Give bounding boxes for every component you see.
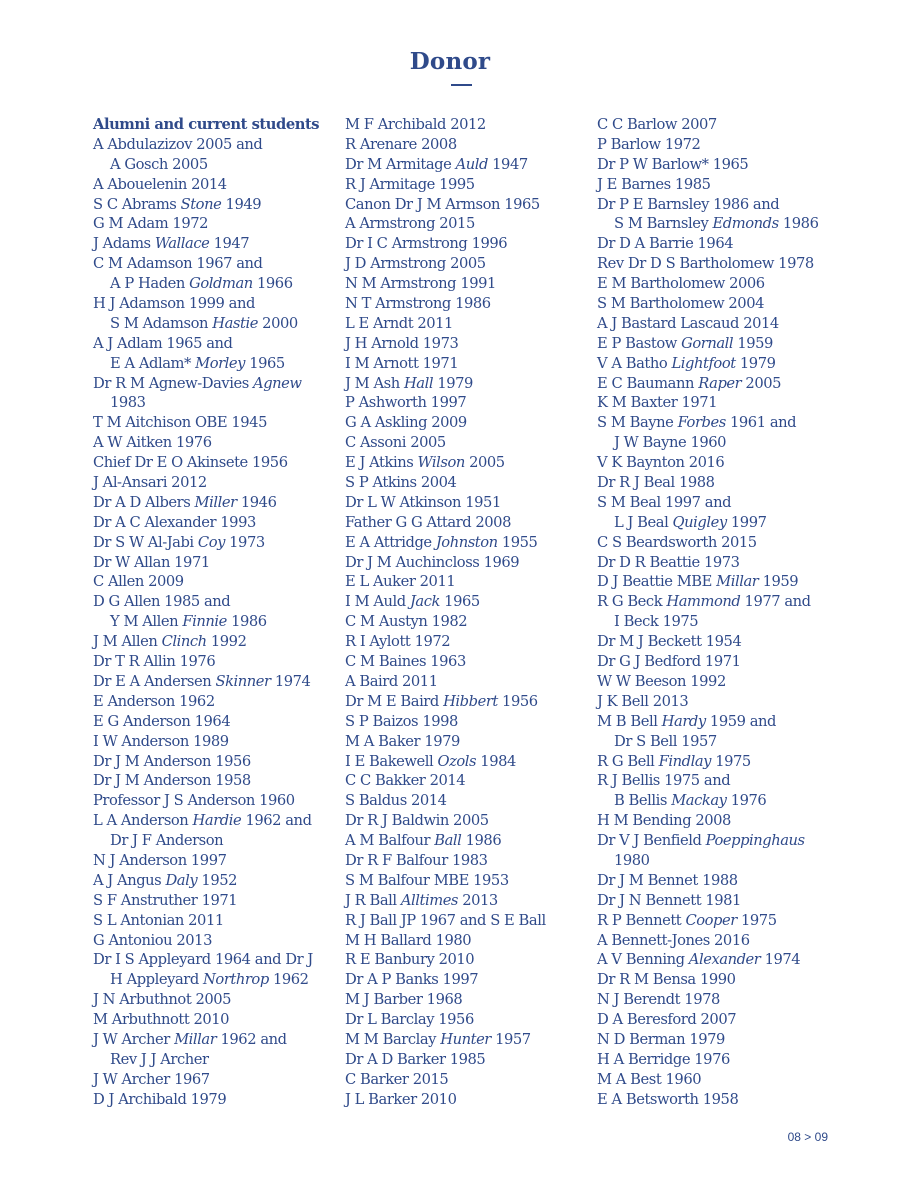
donor-name: E P Bastow Gornall 1959 — [597, 334, 773, 352]
donor-name: S M Bayne Forbes 1961 and — [597, 414, 797, 432]
donor-name-continuation: Dr S Bell 1957 — [614, 732, 717, 750]
donor-name: J W Archer 1967 — [93, 1070, 210, 1088]
donor-name: J D Armstrong 2005 — [345, 255, 486, 273]
donor-name: Dr J M Anderson 1958 — [93, 772, 251, 790]
donor-name: Dr A D Albers Miller 1946 — [93, 493, 277, 511]
donor-name-continuation: A P Haden Goldman 1966 — [110, 275, 293, 293]
donor-name: Dr L Barclay 1956 — [345, 1011, 474, 1029]
donor-name: H J Adamson 1999 and — [93, 295, 255, 313]
donor-name-continuation: H Appleyard Northrop 1962 — [110, 971, 309, 989]
donor-name: E A Betsworth 1958 — [597, 1090, 739, 1108]
donor-name: I E Bakewell Ozols 1984 — [345, 752, 516, 770]
donor-name: R G Beck Hammond 1977 and — [597, 593, 811, 611]
donor-name: Dr R F Balfour 1983 — [345, 851, 488, 869]
donor-name: I W Anderson 1989 — [93, 732, 229, 750]
donor-name: C Barker 2015 — [345, 1070, 449, 1088]
donor-name: M F Archibald 2012 — [345, 116, 486, 133]
donor-name: C Assoni 2005 — [345, 434, 446, 452]
donor-name: J H Arnold 1973 — [345, 334, 459, 352]
donor-name: L E Arndt 2011 — [345, 314, 453, 332]
donor-name: E L Auker 2011 — [345, 573, 456, 591]
donor-name: I M Auld Jack 1965 — [345, 593, 480, 611]
donor-name: C M Austyn 1982 — [345, 613, 468, 631]
donor-name: R Arenare 2008 — [345, 135, 457, 153]
donor-name: L A Anderson Hardie 1962 and — [93, 812, 312, 830]
donor-name-continuation: B Bellis Mackay 1976 — [614, 792, 767, 810]
donor-name: Dr R J Beal 1988 — [597, 474, 715, 492]
donor-name: Professor J S Anderson 1960 — [93, 792, 295, 810]
donor-name: A V Benning Alexander 1974 — [597, 951, 801, 969]
donor-name: D J Beattie MBE Millar 1959 — [597, 573, 799, 591]
donor-name: V K Baynton 2016 — [597, 454, 725, 472]
donor-name: H A Berridge 1976 — [597, 1050, 730, 1068]
donor-name: Dr J M Bennet 1988 — [597, 871, 738, 889]
donor-name: Canon Dr J M Armson 1965 — [345, 195, 540, 213]
donor-name: M A Best 1960 — [597, 1070, 702, 1088]
title-underline-divider — [451, 84, 472, 86]
page-title: Donor — [409, 48, 491, 75]
donor-name: S F Anstruther 1971 — [93, 891, 238, 909]
donor-name: S P Baizos 1998 — [345, 712, 458, 730]
donor-name: D J Archibald 1979 — [93, 1090, 227, 1108]
donor-name: Dr R M Bensa 1990 — [597, 971, 736, 989]
donor-name: Chief Dr E O Akinsete 1956 — [93, 454, 288, 472]
donor-name: M H Ballard 1980 — [345, 931, 472, 949]
donor-name: S M Bartholomew 2004 — [597, 295, 764, 313]
donor-name: Dr P E Barnsley 1986 and — [597, 195, 780, 213]
donor-name: Dr D A Barrie 1964 — [597, 235, 734, 253]
donor-name: T M Aitchison OBE 1945 — [93, 414, 267, 432]
donor-name: M Arbuthnott 2010 — [93, 1011, 230, 1029]
donor-name: Dr J M Anderson 1956 — [93, 752, 251, 770]
donor-name: M M Barclay Hunter 1957 — [345, 1030, 531, 1048]
donor-name: R J Armitage 1995 — [345, 175, 475, 193]
donor-name: A Bennett-Jones 2016 — [597, 931, 750, 949]
donor-name: Dr I S Appleyard 1964 and Dr J — [93, 951, 313, 969]
donor-name: A Abouelenin 2014 — [93, 175, 227, 193]
donor-name: E Anderson 1962 — [93, 692, 215, 710]
donor-name: Dr A C Alexander 1993 — [93, 513, 256, 531]
donor-name: R G Bell Findlay 1975 — [597, 752, 751, 770]
donor-column-2 — [345, 115, 585, 1110]
donor-name: S C Abrams Stone 1949 — [93, 195, 262, 213]
donor-name-continuation: L J Beal Quigley 1997 — [614, 513, 767, 531]
donor-name-continuation: S M Adamson Hastie 2000 — [110, 314, 298, 332]
donor-name: J E Barnes 1985 — [597, 175, 711, 193]
donor-name: Dr J N Bennett 1981 — [597, 891, 741, 909]
donor-name: A M Balfour Ball 1986 — [345, 832, 502, 850]
donor-name: W W Beeson 1992 — [597, 672, 726, 690]
donor-name: C C Bakker 2014 — [345, 772, 466, 790]
donor-name: Dr R J Baldwin 2005 — [345, 812, 489, 830]
donor-name: Dr W Allan 1971 — [93, 553, 210, 571]
donor-name: Rev Dr D S Bartholomew 1978 — [597, 255, 814, 273]
donor-name: Dr S W Al-Jabi Coy 1973 — [93, 533, 265, 551]
donor-name: A Armstrong 2015 — [345, 215, 475, 233]
donor-column-3 — [597, 115, 837, 1110]
donor-name: R I Aylott 1972 — [345, 633, 451, 651]
donor-name: D A Beresford 2007 — [597, 1011, 737, 1029]
donor-name: Father G G Attard 2008 — [345, 513, 511, 531]
donor-name: Dr G J Bedford 1971 — [597, 653, 741, 671]
donor-name: J Adams Wallace 1947 — [93, 235, 250, 253]
donor-name: N D Berman 1979 — [597, 1030, 725, 1048]
donor-name: Dr P W Barlow* 1965 — [597, 155, 749, 173]
donor-name: J N Arbuthnot 2005 — [93, 991, 232, 1009]
donor-name: N M Armstrong 1991 — [345, 275, 496, 293]
donor-name: J K Bell 2013 — [597, 692, 689, 710]
donor-name: P Barlow 1972 — [597, 135, 701, 153]
donor-name: C M Baines 1963 — [345, 653, 466, 671]
donor-name-continuation: Y M Allen Finnie 1986 — [110, 613, 267, 631]
donor-name-continuation: I Beck 1975 — [614, 613, 699, 631]
donor-name: M A Baker 1979 — [345, 732, 460, 750]
donor-name: E J Atkins Wilson 2005 — [345, 454, 505, 472]
donor-name: J L Barker 2010 — [345, 1090, 457, 1108]
donor-name-continuation: S M Barnsley Edmonds 1986 — [614, 215, 819, 233]
donor-name: C M Adamson 1967 and — [93, 255, 263, 273]
donor-name: E M Bartholomew 2006 — [597, 275, 765, 293]
donor-name: K M Baxter 1971 — [597, 394, 718, 412]
donor-name: J Al-Ansari 2012 — [93, 474, 207, 492]
donor-column-1 — [93, 115, 333, 1110]
page-number: 08 > 09 — [787, 1130, 828, 1144]
donor-name: A J Angus Daly 1952 — [93, 871, 238, 889]
donor-name: D G Allen 1985 and — [93, 593, 231, 611]
donor-name: A Baird 2011 — [345, 672, 438, 690]
donor-name: M J Barber 1968 — [345, 991, 463, 1009]
donor-name: Dr A D Barker 1985 — [345, 1050, 486, 1068]
donor-name: A Abdulazizov 2005 and — [93, 135, 263, 153]
donor-name: E A Attridge Johnston 1955 — [345, 533, 538, 551]
donor-name-continuation: Dr J F Anderson — [110, 832, 224, 850]
donor-name: H M Bending 2008 — [597, 812, 731, 830]
donor-name: S M Balfour MBE 1953 — [345, 871, 509, 889]
donor-name: N J Berendt 1978 — [597, 991, 720, 1009]
donor-name: Dr M Armitage Auld 1947 — [345, 155, 528, 173]
donor-name: R J Bellis 1975 and — [597, 772, 731, 790]
donor-name: Dr A P Banks 1997 — [345, 971, 479, 989]
donor-name: S M Beal 1997 and — [597, 493, 732, 511]
donor-name: I M Arnott 1971 — [345, 354, 459, 372]
donor-name-continuation: 1983 — [110, 394, 146, 412]
donor-name-continuation: A Gosch 2005 — [110, 155, 208, 173]
donor-name: R J Ball JP 1967 and S E Ball — [345, 911, 546, 929]
donor-name: C S Beardsworth 2015 — [597, 533, 757, 551]
donor-name: A J Adlam 1965 and — [93, 334, 233, 352]
donor-name: Dr R M Agnew-Davies Agnew — [93, 374, 302, 392]
donor-name: R P Bennett Cooper 1975 — [597, 911, 777, 929]
donor-name: V A Batho Lightfoot 1979 — [597, 354, 776, 372]
donor-name: Dr M J Beckett 1954 — [597, 633, 742, 651]
donor-name: G M Adam 1972 — [93, 215, 208, 233]
donor-name: Dr D R Beattie 1973 — [597, 553, 740, 571]
donor-name: Dr T R Allin 1976 — [93, 653, 216, 671]
donor-name-continuation: J W Bayne 1960 — [614, 434, 727, 452]
donor-name: G A Askling 2009 — [345, 414, 467, 432]
donor-name: E C Baumann Raper 2005 — [597, 374, 782, 392]
donor-name: J R Ball Alltimes 2013 — [345, 891, 498, 909]
donor-name: N T Armstrong 1986 — [345, 295, 491, 313]
donor-name: J M Ash Hall 1979 — [345, 374, 473, 392]
donor-name: G Antoniou 2013 — [93, 931, 212, 949]
donor-name: A J Bastard Lascaud 2014 — [597, 314, 779, 332]
donor-name: S Baldus 2014 — [345, 792, 447, 810]
donor-name: Dr I C Armstrong 1996 — [345, 235, 508, 253]
donor-name: J W Archer Millar 1962 and — [93, 1030, 287, 1048]
donor-name: M B Bell Hardy 1959 and — [597, 712, 777, 730]
donor-name: C C Barlow 2007 — [597, 116, 717, 133]
donor-name-continuation: 1980 — [614, 851, 650, 869]
donor-name: Dr J M Auchincloss 1969 — [345, 553, 520, 571]
donor-name-continuation: E A Adlam* Morley 1965 — [110, 354, 285, 372]
donor-name: Dr V J Benfield Poeppinghaus — [597, 832, 805, 850]
donor-name: N J Anderson 1997 — [93, 851, 227, 869]
donor-name: E G Anderson 1964 — [93, 712, 231, 730]
donor-name: R E Banbury 2010 — [345, 951, 475, 969]
donor-name: A W Aitken 1976 — [93, 434, 212, 452]
donor-name: P Ashworth 1997 — [345, 394, 467, 412]
donor-name: S L Antonian 2011 — [93, 911, 224, 929]
donor-name-continuation: Rev J J Archer — [110, 1050, 209, 1068]
donor-name: C Allen 2009 — [93, 573, 184, 591]
donor-name: Dr E A Andersen Skinner 1974 — [93, 672, 311, 690]
section-heading: Alumni and current students — [93, 116, 320, 133]
donor-name: Dr L W Atkinson 1951 — [345, 493, 501, 511]
donor-name: J M Allen Clinch 1992 — [93, 633, 247, 651]
donor-name: Dr M E Baird Hibbert 1956 — [345, 692, 538, 710]
donor-name: S P Atkins 2004 — [345, 474, 457, 492]
